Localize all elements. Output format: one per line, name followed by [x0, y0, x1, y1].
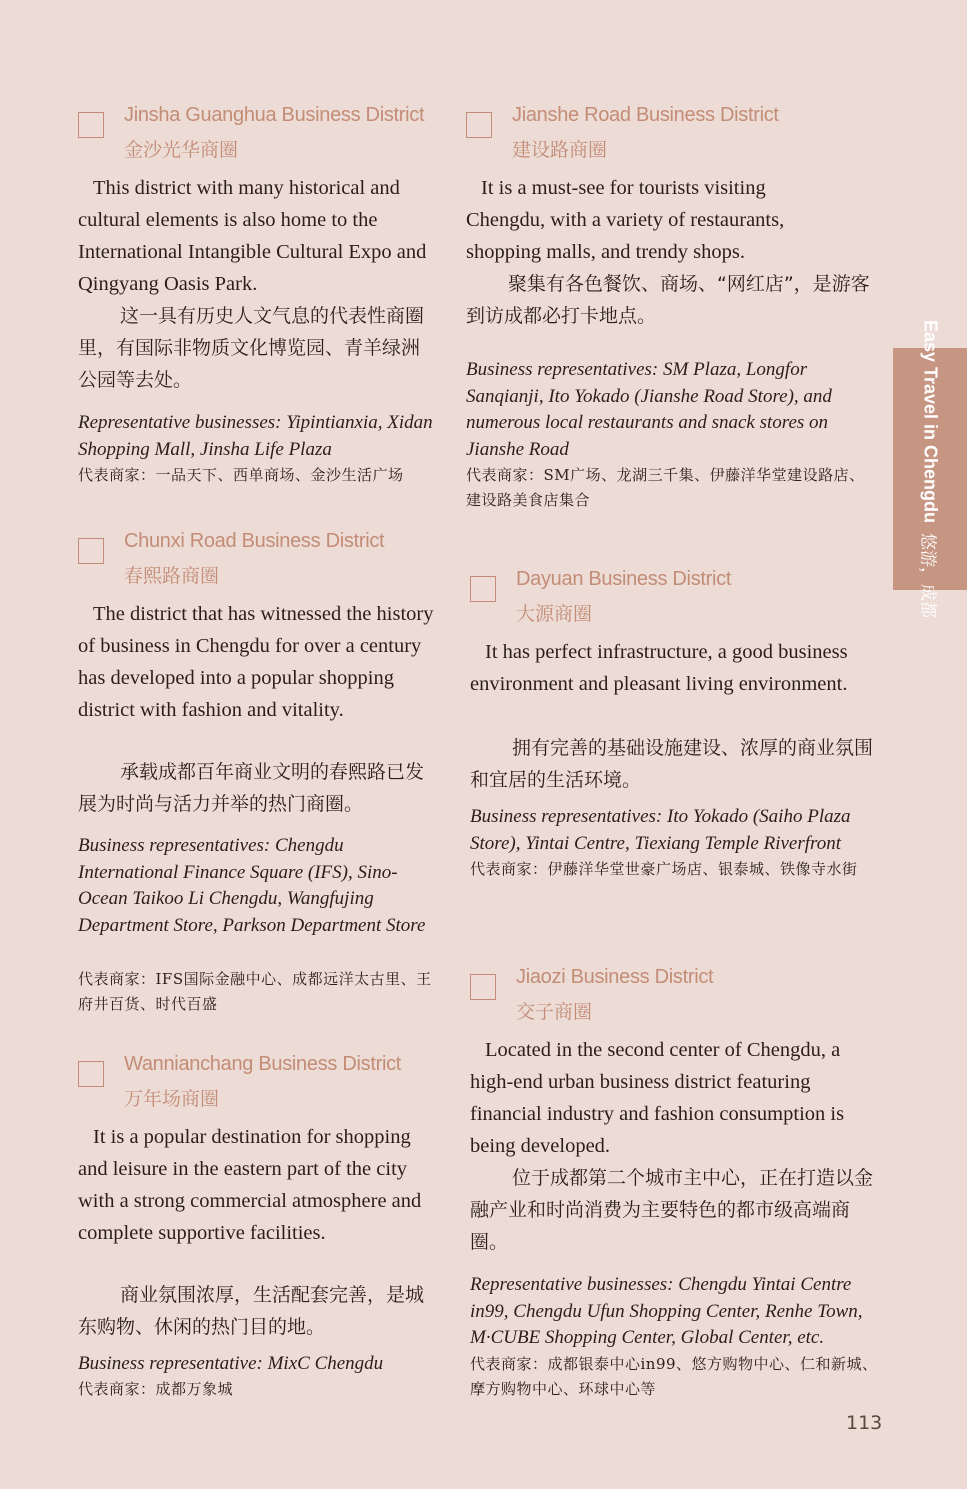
representatives-zh: 代表商家：成都万象城	[78, 1380, 234, 1398]
representatives-zh: 代表商家：成都银泰中心in99、悠方购物中心、仁和新城、摩方购物中心、环球中心等	[470, 1355, 878, 1398]
section-body-en: It is a popular destination for shopping and leisure in the eastern part of the city with a strong commercial atmosphere and complete supportive facilities.	[78, 1126, 422, 1244]
section-title-en: Jiaozi Business District	[516, 966, 714, 988]
section-title-en: Jianshe Road Business District	[512, 104, 779, 126]
section-body-en: Located in the second center of Chengdu, a high-end urban business district featuring financial industry and fashion consumption is being developed.	[470, 1039, 845, 1157]
chapter-title-en: Easy Travel in Chengdu	[920, 319, 941, 524]
section-title-zh: 金沙光华商圈	[124, 139, 239, 161]
section-title-zh: 交子商圈	[516, 1001, 593, 1023]
representatives-en: Business representatives: SM Plaza, Longfor Sanqianji, Ito Yokado (Jianshe Road Store), and numerous local restaurants and snack stores on Jianshe Road	[466, 359, 832, 460]
chapter-tab-text	[918, 320, 943, 618]
representatives-en: Business representative: MixC Chengdu	[78, 1353, 384, 1374]
representatives-zh: 代表商家：伊藤洋华堂世豪广场店、银泰城、铁像寺水街	[470, 860, 858, 878]
section-title-en: Dayuan Business District	[516, 568, 732, 590]
representatives-en: Representative businesses: Yipintianxia, Xidan Shopping Mall, Jinsha Life Plaza	[78, 412, 433, 460]
chapter-tab	[893, 319, 967, 619]
section-body-zh: 承载成都百年商业文明的春熙路已发展为时尚与活力并举的热门商圈。	[78, 761, 425, 815]
section-body-zh: 聚集有各色餐饮、商场、“网红店”，是游客到访成都必打卡地点。	[466, 273, 870, 327]
chapter-title-zh: 悠游，成都	[917, 533, 938, 619]
section-title-zh: 大源商圈	[516, 603, 593, 625]
checkbox-icon	[470, 576, 496, 602]
section-body-zh: 这一具有历史人文气息的代表性商圈里，有国际非物质文化博览园、青羊绿洲公园等去处。	[78, 305, 425, 391]
section-title-en: Wannianchang Business District	[124, 1053, 402, 1075]
representatives-zh: 代表商家：IFS国际金融中心、成都远洋太古里、王府井百货、时代百盛	[78, 970, 432, 1013]
checkbox-icon	[466, 112, 492, 138]
checkbox-icon	[470, 974, 496, 1000]
checkbox-icon	[78, 538, 104, 564]
representatives-zh: 代表商家：一品天下、西单商场、金沙生活广场	[78, 466, 404, 484]
section-body-zh: 位于成都第二个城市主中心，正在打造以金融产业和时尚消费为主要特色的都市级高端商圈。	[470, 1167, 874, 1253]
section-title-zh: 万年场商圈	[124, 1088, 220, 1110]
section-body-en: This district with many historical and cultural elements is also home to the International Intangible Cultural Expo and Qingyang Oasis Park.	[78, 177, 427, 295]
representatives-zh: 代表商家：SM广场、龙湖三千集、伊藤洋华堂建设路店、建设路美食店集合	[466, 466, 865, 509]
section-body-en: The district that has witnessed the history of business in Chengdu for over a century has developed into a popular shopping district with fashion and vitality.	[78, 603, 434, 721]
section-body-en: It has perfect infrastructure, a good business environment and pleasant living environment.	[470, 641, 848, 695]
section-body-en: It is a must-see for tourists visiting Chengdu, with a variety of restaurants, shopping malls, and trendy shops.	[466, 177, 785, 263]
representatives-en: Business representatives: Ito Yokado (Saiho Plaza Store), Yintai Centre, Tiexiang Temple Riverfront	[470, 806, 851, 854]
section-body-zh: 商业氛围浓厚，生活配套完善，是城东购物、休闲的热门目的地。	[78, 1284, 425, 1338]
section-title-en: Jinsha Guanghua Business District	[124, 104, 425, 126]
section-title-zh: 建设路商圈	[512, 139, 608, 161]
section-title-en: Chunxi Road Business District	[124, 530, 385, 552]
page-number: 113	[846, 1412, 883, 1434]
section-title-zh: 春熙路商圈	[124, 565, 220, 587]
representatives-en: Representative businesses: Chengdu Yintai Centre in99, Chengdu Ufun Shopping Center, Renhe Town, M·CUBE Shopping Center, Global Center, etc.	[470, 1274, 863, 1348]
section-body-zh: 拥有完善的基础设施建设、浓厚的商业氛围和宜居的生活环境。	[470, 737, 874, 791]
representatives-en: Business representatives: Chengdu International Finance Square (IFS), Sino-Ocean Taikoo Li Chengdu, Wangfujing Department Store, Parkson Department Store	[78, 835, 426, 936]
checkbox-icon	[78, 112, 104, 138]
checkbox-icon	[78, 1061, 104, 1087]
